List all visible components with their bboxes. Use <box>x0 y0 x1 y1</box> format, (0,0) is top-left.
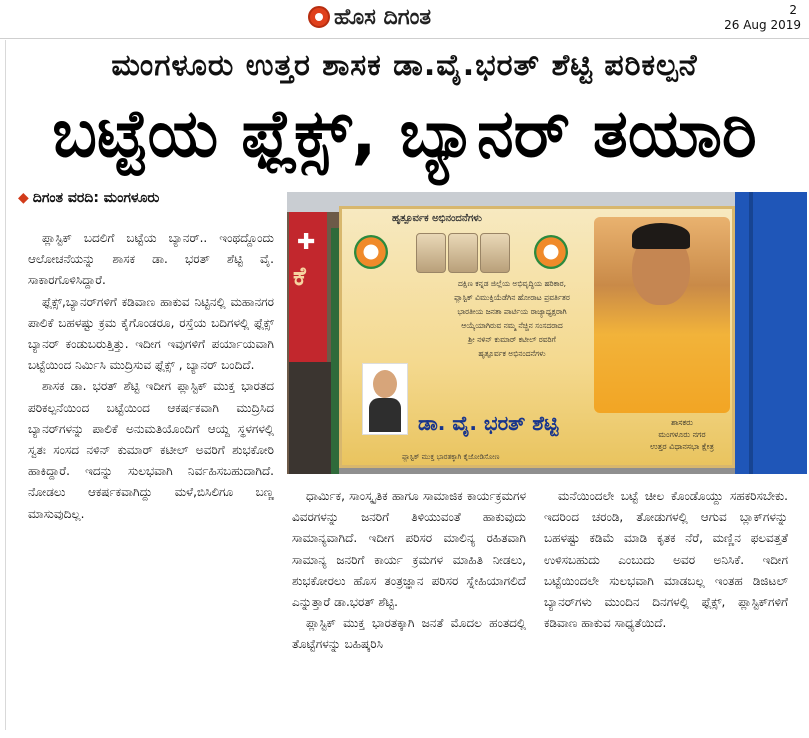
lotus-logo-icon <box>354 235 388 269</box>
masthead <box>0 0 809 34</box>
article-column-3 <box>544 486 788 634</box>
byline <box>18 190 159 206</box>
lotus-logo-icon <box>534 235 568 269</box>
photo-green-strip <box>331 228 339 474</box>
article-column-2 <box>292 486 526 656</box>
photo-red-banner <box>289 212 327 362</box>
banner-line: ಹೃತ್ಪೂರ್ವಕ ಅಭಿನಂದನೆಗಳು <box>478 349 546 358</box>
banner-line: ಪ್ಲಾಸ್ಟಿಕ್ ವಿಮುಕ್ತಿಯೆಡೆಗಿನ ಹೋರಾಟ ಪ್ರವರ್ತಿತರ <box>454 293 570 302</box>
article-column-1 <box>28 228 274 525</box>
byline-text: ದಿಗಂತ ವರದಿ: ಮಂಗಳೂರು <box>32 190 160 206</box>
leader-portrait <box>480 233 510 273</box>
banner-name: ಡಾ. ವೈ. ಭರತ್ ಶೆಟ್ಟಿ <box>418 411 559 435</box>
red-banner-graphic: ಕೆ <box>293 262 306 292</box>
leader-portrait <box>416 233 446 273</box>
mla-portrait <box>594 217 730 413</box>
logo-sun-icon <box>308 6 330 28</box>
leader-portrait <box>448 233 478 273</box>
photo-people <box>289 362 337 474</box>
newspaper-logo <box>308 2 431 32</box>
banner-title-block <box>634 417 730 453</box>
photo-blue-post <box>735 192 807 474</box>
logo-text: ಹೊಸ ದಿಗಂತ <box>334 4 432 30</box>
banner-footer: ಪ್ಲಾಸ್ಟಿಕ್ ಮುಕ್ತ ಭಾರತಕ್ಕಾಗಿ ಕೈಜೋಡಿಸೋಣ <box>402 453 500 461</box>
news-photo <box>287 192 807 474</box>
paragraph: ಫ್ಲೆಕ್ಸ್,ಬ್ಯಾನರ್‌ಗಳಿಗೆ ಕಡಿವಾಣ ಹಾಕುವ ನಿಟ್ಟಿನಲ್ಲಿ ಮಹಾನಗರ ಪಾಲಿಕೆ ಬಹಳಷ್ಟು ಕ್ರಮ ಕೈಗೊಂಡರೂ, ರಸ್ತೆಯ ಬದಿಗಳಲ್ಲಿ ಫ್ಲೆಕ್ಸ್ ಬ್ಯಾನರ್ ಕಂಡುಬರುತ್ತಿತ್ತು. ಇದೀಗ ಇವುಗಳಿಗೆ ಪರ್ಯಾಯವಾಗಿ ಬಟ್ಟೆಯಿಂದ ನಿರ್ಮಿಸಿ ಮುದ್ರಿಸುವ ಫ್ಲೆಕ್ಸ್ , ಬ್ಯಾನರ್ ಬಂದಿದೆ. <box>28 294 274 373</box>
cross-icon: ✚ <box>297 230 316 255</box>
banner-title-line: ಮಂಗಳೂರು ನಗರ <box>658 430 706 439</box>
small-portrait <box>362 363 408 435</box>
banner-line: ಶ್ರೀ ನಳಿನ್ ಕುಮಾರ್ ಕಟೀಲ್ ರವರಿಗೆ <box>468 335 556 344</box>
byline-bullet-icon: ◆ <box>18 190 29 206</box>
paragraph: ಶಾಸಕ ಡಾ. ಭರತ್ ಶೆಟ್ಟಿ ಇದೀಗ ಪ್ಲಾಸ್ಟಿಕ್ ಮುಕ್ತ ಭಾರತದ ಪರಿಕಲ್ಪನೆಯಿಂದ ಬಟ್ಟೆಯಿಂದ ಆಕರ್ಷಕವಾಗಿ ಮುದ್ರಿಸಿದ ಬ್ಯಾನರ್‌ಗಳನ್ನು ಪಾಲಿಕೆ ಅನುಮತಿಯೊಂದಿಗೆ ಆಯ್ದ ಸ್ಥಳಗಳಲ್ಲಿ ಸ್ವತಃ ಸಂಸದ ನಳಿನ್ ಕುಮಾರ್ ಕಟೀಲ್ ಅವರಿಗೆ ಶುಭಕೋರಿ ಹಾಕಿದ್ದಾರೆ. ಇದನ್ನು ಸುಲಭವಾಗಿ ನಿರ್ವಹಿಸಬಹುದಾಗಿದೆ. ನೋಡಲು ಆಕರ್ಷಕವಾಗಿದ್ದು ಮಳೆ,ಬಿಸಿಲಿಗೂ ಬಣ್ಣ ಮಾಸುವುದಿಲ್ಲ. <box>28 379 274 521</box>
banner-line: ದಕ್ಷಿಣ ಕನ್ನಡ ಜಿಲ್ಲೆಯ ಅಭಿವೃದ್ಧಿಯ ಹರಿಕಾರ, <box>457 279 566 288</box>
banner-title-line: ಶಾಸಕರು <box>671 418 693 427</box>
publication-date: 26 Aug 2019 <box>724 18 801 32</box>
headline-title: ಬಟ್ಟೆಯ ಫ್ಲೆಕ್ಸ್, ಬ್ಯಾನರ್ ತಯಾರಿ <box>52 95 757 172</box>
banner-line: ಭಾರತೀಯ ಜನತಾ ಪಾರ್ಟಿಯ ರಾಜ್ಯಾಧ್ಯಕ್ಷರಾಗಿ <box>457 307 567 316</box>
banner-line: ಆಯ್ಕೆಯಾಗಿರುವ ನಮ್ಮ ನೆಚ್ಚಿನ ಸಂಸದರಾದ <box>461 321 563 330</box>
banner-text-block <box>412 277 612 361</box>
cloth-flex-banner <box>339 206 735 468</box>
paragraph: ಪ್ಲಾಸ್ಟಿಕ್ ಬದಲಿಗೆ ಬಟ್ಟೆಯ ಬ್ಯಾನರ್.. ಇಂಥದ್ದೊಂದು ಆಲೋಚನೆಯನ್ನು ಶಾಸಕ ಡಾ. ಭರತ್ ಶೆಟ್ಟಿ ವೈ. ಸಾಕಾರಗೊಳಿಸಿದ್ದಾರೆ. <box>28 231 274 288</box>
masthead-divider <box>0 38 809 39</box>
headline-subtitle: ಮಂಗಳೂರು ಉತ್ತರ ಶಾಸಕ ಡಾ.ವೈ.ಭರತ್ ಶೆಟ್ಟಿ ಪರಿಕಲ್ಪನೆ <box>111 48 698 83</box>
paragraph: ಮನೆಯಿಂದಲೇ ಬಟ್ಟೆ ಚೀಲ ಕೊಂಡೊಯ್ದು ಸಹಕರಿಸಬೇಕು. ಇದರಿಂದ ಚರಂಡಿ, ತೋಡುಗಳಲ್ಲಿ ಆಗುವ ಬ್ಲಾಕ್‌ಗಳನ್ನು ಬಹಳಷ್ಟು ಕಡಿಮೆ ಮಾಡಿ ಕೃತಕ ನೆರೆ, ಮಣ್ಣಿನ ಫಲವತ್ತತೆ ಉಳಿಸಬಹುದು ಎಂಬುದು ಅವರ ಅನಿಸಿಕೆ. ಇದೀಗ ಬಟ್ಟೆಯಿಂದಲೇ ಸುಲಭವಾಗಿ ಮಾಡಬಲ್ಲ ಇಂತಹ ಡಿಜಿಟಲ್ ಬ್ಯಾನರ್‌ಗಳು ಮುಂದಿನ ದಿನಗಳಲ್ಲಿ ಫ್ಲೆಕ್ಸ್, ಪ್ಲಾಸ್ಟಿಕ್‌ಗಳಿಗೆ ಕಡಿವಾಣ ಹಾಕುವ ಸಾಧ್ಯತೆಯಿದೆ. <box>544 489 788 631</box>
paragraph: ಪ್ಲಾಸ್ಟಿಕ್ ಮುಕ್ತ ಭಾರತಕ್ಕಾಗಿ ಜನತೆ ಮೊದಲ ಹಂತದಲ್ಲಿ ತೊಟ್ಟೆಗಳನ್ನು ಬಹಿಷ್ಕರಿಸಿ <box>292 616 526 652</box>
banner-title-line: ಉತ್ತರ ವಿಧಾನಸಭಾ ಕ್ಷೇತ್ರ <box>650 442 714 451</box>
paragraph: ಧಾರ್ಮಿಕ, ಸಾಂಸ್ಕೃತಿಕ ಹಾಗೂ ಸಾಮಾಜಿಕ ಕಾರ್ಯಕ್ರಮಗಳ ವಿವರಗಳನ್ನು ಜನರಿಗೆ ತಿಳಿಯುವಂತೆ ಹಾಕುವುದು ಸಾಮಾನ್ಯವಾಗಿದೆ. ಇದೀಗ ಪರಿಸರ ಮಾಲಿನ್ಯ ರಹಿತವಾಗಿ ಸಾಮಾನ್ಯ ಜನರಿಗೆ ಕಾರ್ಯ ಕ್ರಮಗಳ ಮಾಹಿತಿ ನೀಡಲು, ಶುಭಕೋರಲು ಹೊಸ ತಂತ್ರಜ್ಞಾನ ಪರಿಸರ ಸ್ನೇಹಿಯಾಗಲಿದೆ ಎನ್ನುತ್ತಾರೆ ಡಾ.ಭರತ್ ಶೆಟ್ಟಿ. <box>292 489 526 610</box>
banner-heading: ಹೃತ್ಪೂರ್ವಕ ಅಭಿನಂದನೆಗಳು <box>392 213 482 224</box>
page-number: 2 <box>789 3 797 17</box>
